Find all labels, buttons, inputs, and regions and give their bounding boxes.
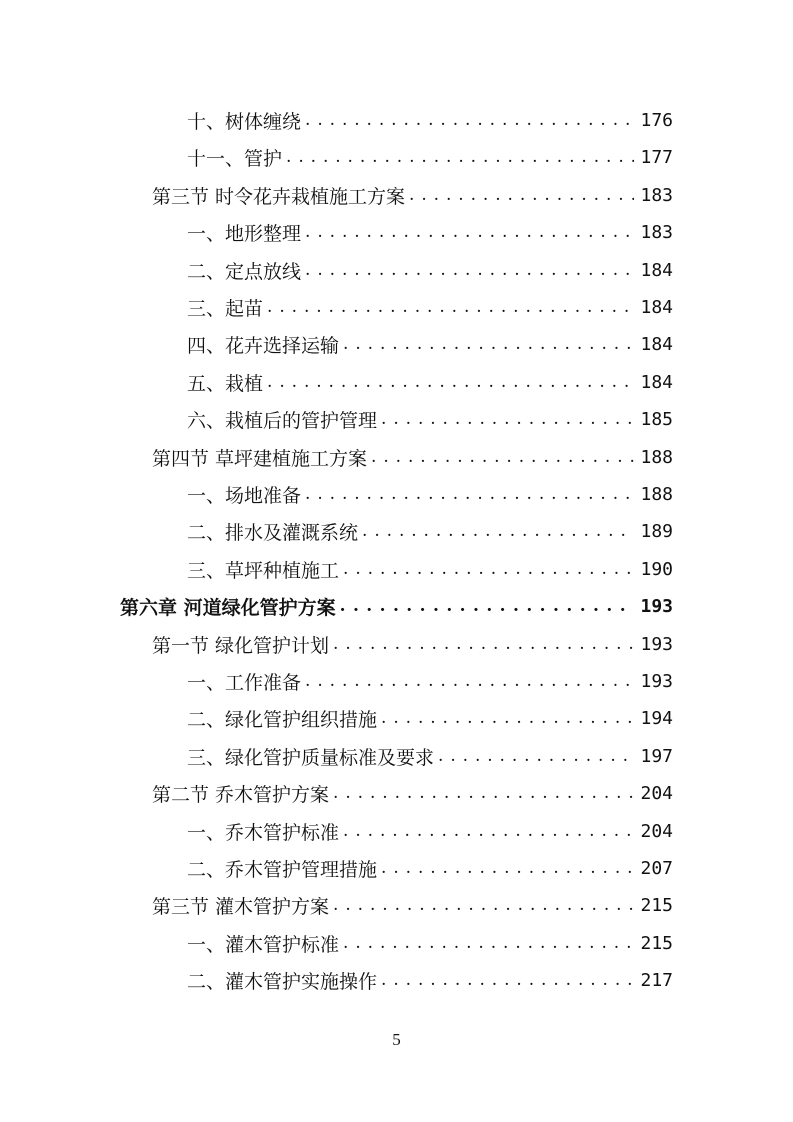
toc-entry-page: 188	[640, 446, 673, 468]
toc-entry-page: 183	[640, 222, 673, 244]
dot-leader	[381, 850, 634, 887]
toc-entry-item[interactable]	[187, 214, 673, 251]
toc-entry-title: 五、栽植	[187, 372, 264, 395]
toc-entry-title: 第三节 灌木管护方案	[152, 896, 330, 919]
toc-entry-page: 193	[640, 671, 673, 692]
toc-entry-page: 204	[640, 783, 673, 805]
dot-leader	[305, 663, 634, 700]
toc-entry-section[interactable]	[152, 177, 673, 214]
toc-entry-title: 一、工作准备	[187, 672, 302, 694]
toc-entry-title: 第三节 时令花卉栽植施工方案	[152, 185, 406, 208]
toc-entry-title: 三、绿化管护质量标准及要求	[187, 746, 435, 769]
toc-entry-page: 189	[640, 521, 673, 543]
toc-entry-item[interactable]	[187, 513, 673, 550]
toc-entry-section[interactable]	[152, 887, 673, 924]
toc-entry-title: 二、灌木管护实施操作	[187, 971, 378, 994]
toc-entry-title: 十一、管护	[187, 148, 283, 171]
toc-entry-page: 184	[640, 371, 673, 393]
toc-entry-item[interactable]	[187, 925, 673, 962]
toc-entry-page: 177	[640, 147, 673, 169]
toc-entry-title: 第四节 草坪建植施工方案	[152, 447, 368, 470]
toc-entry-item[interactable]	[187, 850, 673, 887]
toc-entry-item[interactable]	[187, 700, 673, 737]
dot-leader	[340, 588, 635, 625]
toc-entry-page: 184	[640, 297, 673, 318]
dot-leader	[343, 813, 634, 850]
toc-entry-title: 一、场地准备	[187, 485, 302, 507]
dot-leader	[305, 102, 634, 139]
toc-entry-section[interactable]	[152, 626, 673, 663]
toc-entry-title: 四、花卉选择运输	[187, 335, 340, 358]
dot-leader	[267, 289, 634, 326]
toc-entry-page: 184	[640, 334, 673, 356]
toc-entry-title: 三、草坪种植施工	[187, 559, 340, 582]
dot-leader	[343, 925, 634, 962]
toc-entry-item[interactable]	[187, 364, 673, 401]
dot-leader	[305, 476, 634, 513]
dot-leader	[438, 738, 634, 775]
toc-entry-title: 十、树体缠绕	[187, 111, 302, 133]
toc-entry-title: 第二节 乔木管护方案	[152, 784, 330, 807]
page-number: 5	[392, 1030, 401, 1049]
toc-entry-section[interactable]	[152, 439, 673, 476]
toc-entry-title: 二、定点放线	[187, 260, 302, 283]
dot-leader	[333, 626, 634, 663]
toc-entry-title: 第一节 绿化管护计划	[152, 634, 330, 657]
toc-entry-item[interactable]	[187, 738, 673, 775]
toc-entry-page: 197	[640, 745, 673, 767]
dot-leader	[305, 252, 634, 289]
toc-entry-item[interactable]	[187, 289, 673, 326]
toc-entry-title: 二、绿化管护组织措施	[187, 709, 378, 732]
dot-leader	[371, 439, 634, 476]
toc-entry-section[interactable]	[152, 775, 673, 812]
dot-leader	[409, 177, 634, 214]
toc-entry-page: 194	[640, 708, 673, 730]
toc-entry-page: 176	[640, 110, 673, 131]
toc-entry-page: 188	[640, 484, 673, 505]
dot-leader	[381, 962, 634, 999]
toc-entry-title: 一、乔木管护标准	[187, 821, 340, 844]
toc-entry-item[interactable]	[187, 252, 673, 289]
toc-entry-title: 第六章 河道绿化管护方案	[120, 597, 336, 620]
toc-entry-page: 207	[640, 858, 673, 879]
dot-leader	[286, 139, 634, 176]
toc-entry-page: 204	[640, 820, 673, 842]
toc-entry-page: 193	[640, 633, 673, 655]
dot-leader	[343, 326, 634, 363]
toc-entry-item[interactable]	[187, 962, 673, 999]
toc-entry-title: 二、排水及灌溉系统	[187, 522, 359, 545]
toc-entry-page: 193	[640, 596, 673, 618]
toc-entry-item[interactable]	[187, 663, 673, 700]
toc-entry-page: 217	[640, 970, 673, 992]
dot-leader	[343, 551, 634, 588]
toc-entry-item[interactable]	[187, 813, 673, 850]
toc-entry-title: 六、栽植后的管护管理	[187, 410, 378, 433]
toc-entry-page: 190	[640, 558, 673, 580]
dot-leader	[267, 364, 634, 401]
dot-leader	[305, 214, 634, 251]
toc-entry-page: 215	[640, 932, 673, 954]
dot-leader	[381, 401, 634, 438]
toc-entry-item[interactable]	[187, 326, 673, 363]
toc-entry-item[interactable]	[187, 476, 673, 513]
dot-leader	[333, 775, 634, 812]
toc-entry-page: 185	[640, 409, 673, 431]
toc-entry-title: 三、起苗	[187, 298, 264, 320]
toc-entry-item[interactable]	[187, 102, 673, 139]
dot-leader	[362, 513, 634, 550]
toc-entry-title: 一、地形整理	[187, 223, 302, 246]
toc-entry-item[interactable]	[187, 139, 673, 176]
toc-entry-page: 215	[640, 895, 673, 917]
toc-entry-item[interactable]	[187, 551, 673, 588]
toc-entry-chapter[interactable]	[120, 588, 673, 625]
toc-entry-item[interactable]	[187, 401, 673, 438]
toc-entry-page: 184	[640, 259, 673, 281]
dot-leader	[381, 700, 634, 737]
toc-entry-page: 183	[640, 184, 673, 206]
toc-entry-title: 二、乔木管护管理措施	[187, 859, 378, 881]
toc-entry-title: 一、灌木管护标准	[187, 933, 340, 956]
dot-leader	[333, 887, 634, 924]
